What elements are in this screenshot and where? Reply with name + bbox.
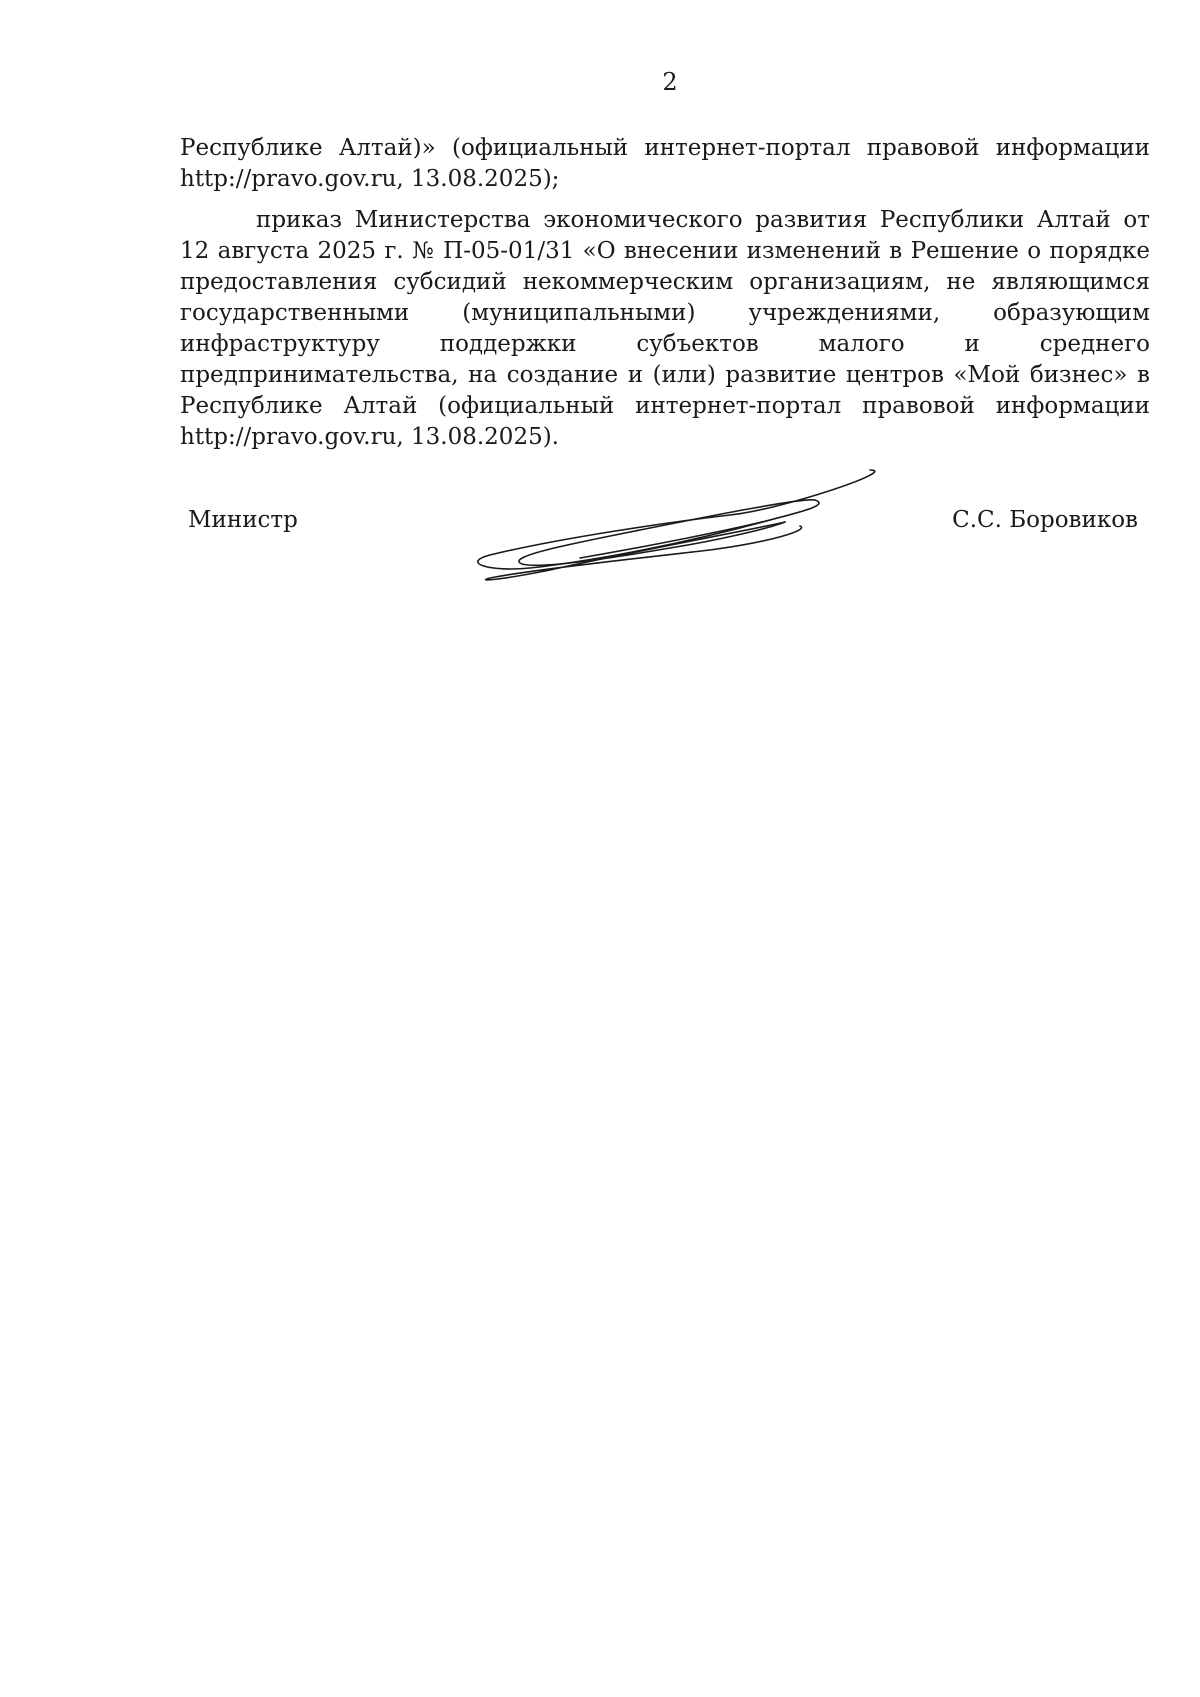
paragraph-2: приказ Министерства экономического развития Республики Алтай от 12 августа 2025 г. № П-05-01/31 «О внесении изменений в Решение о порядке предоставления субсидий некоммерческим организациям, не являющимся государственными (муниципальными) учреждениями, образующим инфраструктуру поддержки субъектов малого и среднего предпринимательства, на создание и (или) развитие центров «Мой бизнес» в Республике Алтай (официальный интернет-портал правовой информации http://pravo.gov.ru, 13.08.2025). xyxy=(180,207,1150,450)
document-body xyxy=(180,133,1150,463)
signer-title: Министр xyxy=(188,507,298,533)
paragraph-1: Республике Алтай)» (официальный интернет-портал правовой информации http://pravo.gov.ru, 13.08.2025); xyxy=(180,135,1150,192)
signer-name: С.С. Боровиков xyxy=(952,507,1138,533)
handwritten-signature xyxy=(470,460,880,590)
page-number: 2 xyxy=(662,68,678,96)
